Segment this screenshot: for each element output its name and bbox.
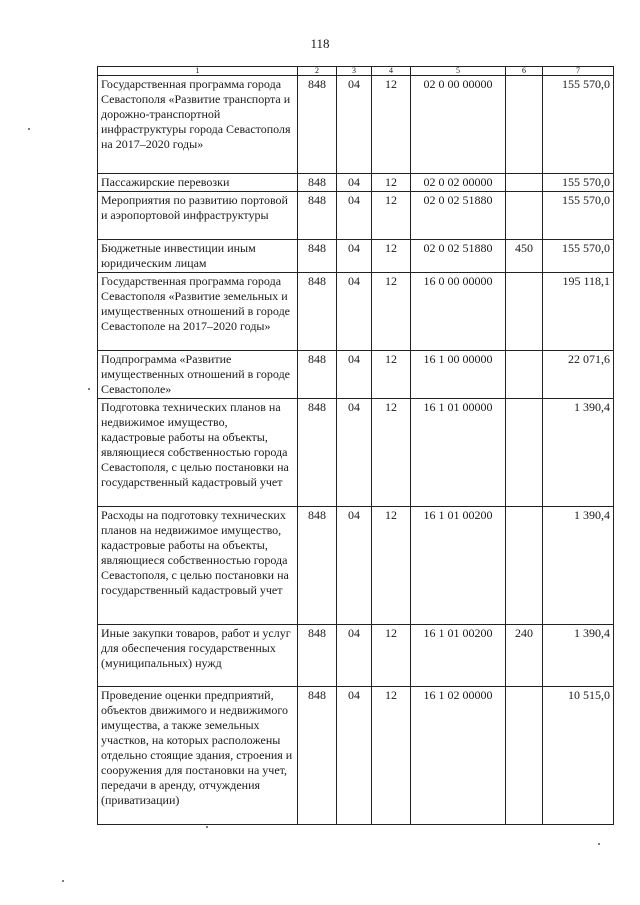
scan-speck <box>206 826 208 828</box>
table-row <box>98 76 614 174</box>
row-expense-type: 240 <box>506 625 543 687</box>
row-subsection: 12 <box>372 76 411 174</box>
row-name: Бюджетные инвестиции иным юридическим лицам <box>98 240 298 273</box>
row-expense-type <box>506 192 543 240</box>
row-subsection: 12 <box>372 273 411 351</box>
row-amount: 155 570,0 <box>543 240 614 273</box>
column-number-1: 1 <box>98 67 298 76</box>
row-section: 04 <box>337 76 372 174</box>
row-grbs: 848 <box>298 351 337 399</box>
table-row <box>98 174 614 192</box>
row-name: Государственная программа города Севастополя «Развитие транспорта и дорожно-транспортной инфраструктуры города Севастополя на 2017–2020 годы» <box>98 76 298 174</box>
column-number-5: 5 <box>411 67 506 76</box>
row-grbs: 848 <box>298 687 337 825</box>
row-target-code: 16 1 01 00200 <box>411 507 506 625</box>
table-row <box>98 687 614 825</box>
row-target-code: 02 0 02 00000 <box>411 174 506 192</box>
row-section: 04 <box>337 240 372 273</box>
column-number-6: 6 <box>506 67 543 76</box>
row-subsection: 12 <box>372 192 411 240</box>
row-grbs: 848 <box>298 273 337 351</box>
table-row <box>98 273 614 351</box>
row-name: Подготовка технических планов на недвижимое имущество, кадастровые работы на объекты, являющиеся собственностью города Севастополя, с целью постановки на государственный кадастровый учет <box>98 399 298 507</box>
row-section: 04 <box>337 273 372 351</box>
row-name: Иные закупки товаров, работ и услуг для обеспечения государственных (муниципальных) нужд <box>98 625 298 687</box>
row-name: Мероприятия по развитию портовой и аэропортовой инфраструктуры <box>98 192 298 240</box>
row-subsection: 12 <box>372 351 411 399</box>
row-target-code: 02 0 02 51880 <box>411 240 506 273</box>
row-grbs: 848 <box>298 192 337 240</box>
row-amount: 1 390,4 <box>543 507 614 625</box>
column-number-2: 2 <box>298 67 337 76</box>
row-expense-type: 450 <box>506 240 543 273</box>
row-target-code: 16 0 00 00000 <box>411 273 506 351</box>
row-expense-type <box>506 351 543 399</box>
row-name: Государственная программа города Севастополя «Развитие земельных и имущественных отношений в городе Севастополе на 2017–2020 годы» <box>98 273 298 351</box>
row-section: 04 <box>337 507 372 625</box>
row-subsection: 12 <box>372 625 411 687</box>
row-section: 04 <box>337 192 372 240</box>
budget-table <box>97 66 614 825</box>
row-grbs: 848 <box>298 399 337 507</box>
row-amount: 1 390,4 <box>543 625 614 687</box>
scan-speck <box>28 128 30 130</box>
row-subsection: 12 <box>372 687 411 825</box>
row-amount: 1 390,4 <box>543 399 614 507</box>
row-name: Проведение оценки предприятий, объектов движимого и недвижимого имущества, а также земельных участков, на которых расположены отдельно стоящие здания, строения и сооружения для постановки на учет, передачи в аренду, отчуждения (приватизации) <box>98 687 298 825</box>
row-section: 04 <box>337 351 372 399</box>
scan-speck <box>88 388 90 390</box>
row-expense-type <box>506 687 543 825</box>
table-header-row <box>98 67 614 76</box>
scan-speck <box>598 843 600 845</box>
row-target-code: 02 0 00 00000 <box>411 76 506 174</box>
row-target-code: 16 1 00 00000 <box>411 351 506 399</box>
row-amount: 155 570,0 <box>543 192 614 240</box>
row-subsection: 12 <box>372 507 411 625</box>
row-target-code: 16 1 02 00000 <box>411 687 506 825</box>
column-number-4: 4 <box>372 67 411 76</box>
row-section: 04 <box>337 625 372 687</box>
table-row <box>98 399 614 507</box>
row-section: 04 <box>337 174 372 192</box>
row-section: 04 <box>337 399 372 507</box>
row-amount: 22 071,6 <box>543 351 614 399</box>
table-row <box>98 507 614 625</box>
row-subsection: 12 <box>372 240 411 273</box>
row-expense-type <box>506 174 543 192</box>
row-expense-type <box>506 273 543 351</box>
row-name: Расходы на подготовку технических планов на недвижимое имущество, кадастровые работы на объекты, являющиеся собственностью города Севастополя, с целью постановки на государственный кадастровый учет <box>98 507 298 625</box>
row-amount: 155 570,0 <box>543 76 614 174</box>
row-grbs: 848 <box>298 174 337 192</box>
row-amount: 155 570,0 <box>543 174 614 192</box>
row-subsection: 12 <box>372 399 411 507</box>
row-grbs: 848 <box>298 625 337 687</box>
row-subsection: 12 <box>372 174 411 192</box>
row-expense-type <box>506 76 543 174</box>
row-name: Подпрограмма «Развитие имущественных отношений в городе Севастополе» <box>98 351 298 399</box>
table-row <box>98 240 614 273</box>
column-number-3: 3 <box>337 67 372 76</box>
row-name: Пассажирские перевозки <box>98 174 298 192</box>
column-number-7: 7 <box>543 67 614 76</box>
row-expense-type <box>506 399 543 507</box>
row-grbs: 848 <box>298 507 337 625</box>
row-amount: 195 118,1 <box>543 273 614 351</box>
table-row <box>98 625 614 687</box>
row-grbs: 848 <box>298 240 337 273</box>
row-section: 04 <box>337 687 372 825</box>
row-expense-type <box>506 507 543 625</box>
row-grbs: 848 <box>298 76 337 174</box>
row-target-code: 16 1 01 00200 <box>411 625 506 687</box>
table-row <box>98 351 614 399</box>
row-target-code: 02 0 02 51880 <box>411 192 506 240</box>
page-number: 118 <box>310 36 330 51</box>
row-amount: 10 515,0 <box>543 687 614 825</box>
scan-speck <box>62 880 64 882</box>
row-target-code: 16 1 01 00000 <box>411 399 506 507</box>
table-row <box>98 192 614 240</box>
